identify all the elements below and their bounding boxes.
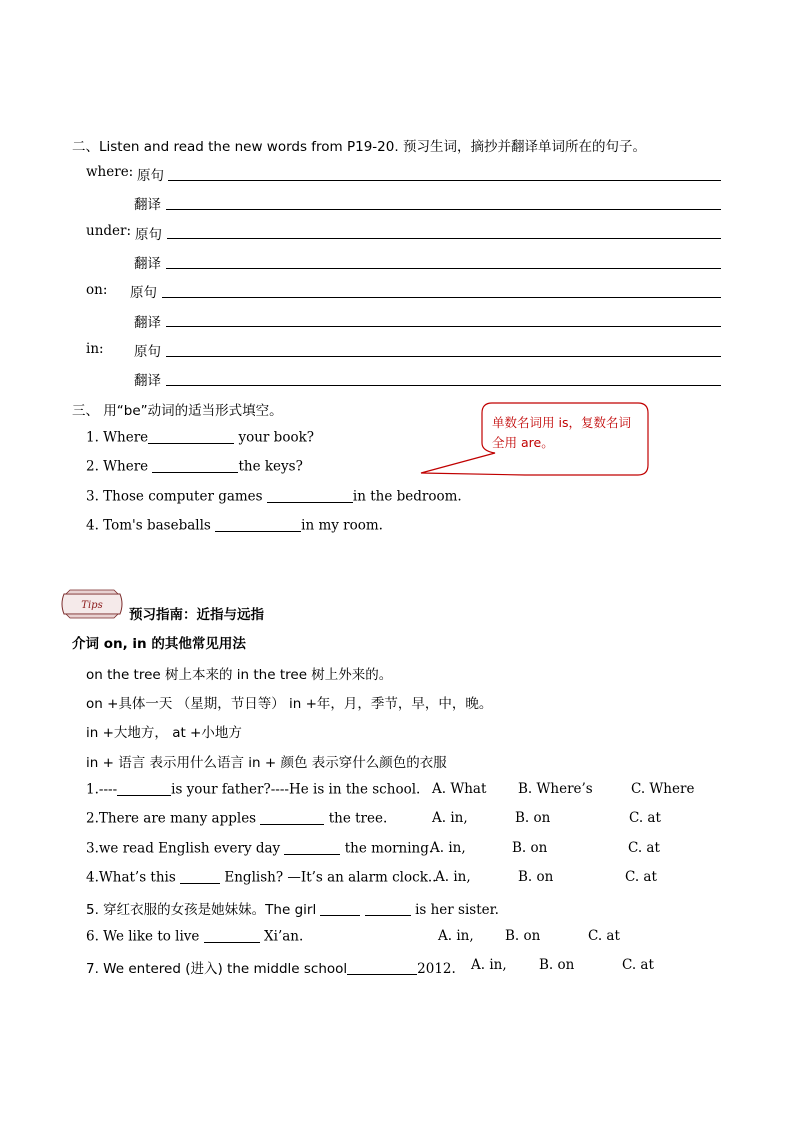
answer-blank[interactable] bbox=[365, 902, 411, 917]
option-c[interactable]: C. at bbox=[628, 840, 660, 856]
translation-blank-in[interactable] bbox=[166, 385, 721, 386]
answer-blank[interactable] bbox=[215, 517, 301, 532]
exercise-1: 1.---- is your father?----He is in the school. bbox=[86, 781, 421, 798]
tips-badge-icon bbox=[60, 586, 124, 622]
translation-blank-where[interactable] bbox=[166, 209, 721, 210]
translation-label: 翻译 bbox=[134, 256, 161, 272]
section2-heading: 二、Listen and read the new words from P19-20. 预习生词，摘抄并翻译单词所在的句子。 bbox=[72, 139, 646, 155]
section3-heading: 三、 用“be”动词的适当形式填空。 bbox=[72, 403, 283, 419]
tips-title: 预习指南：近指与远指 bbox=[129, 607, 264, 623]
answer-blank[interactable] bbox=[117, 781, 171, 796]
word-where-label: where: bbox=[86, 164, 134, 180]
answer-blank[interactable] bbox=[204, 928, 260, 943]
option-b[interactable]: B. on bbox=[515, 810, 551, 826]
original-label: 原句 bbox=[134, 344, 161, 360]
word-on-label: on: bbox=[86, 282, 108, 298]
exercise-7: 7. We entered (进入) the middle school 2012. bbox=[86, 961, 456, 977]
option-a[interactable]: A. in, bbox=[430, 840, 466, 856]
answer-blank[interactable] bbox=[152, 458, 238, 473]
fill-question-2: 2. Where the keys? bbox=[86, 458, 303, 475]
exercise-3: 3.we read English every day the morning. bbox=[86, 840, 434, 857]
translation-label: 翻译 bbox=[134, 373, 161, 389]
tips-badge-text: Tips bbox=[81, 600, 103, 611]
translation-blank-on[interactable] bbox=[166, 326, 721, 327]
answer-blank[interactable] bbox=[267, 488, 353, 503]
option-c[interactable]: C. Where bbox=[631, 781, 695, 797]
fill-question-3: 3. Those computer games in the bedroom. bbox=[86, 488, 462, 505]
original-blank-under[interactable] bbox=[167, 238, 721, 239]
tips-note: on the tree 树上本来的 in the tree 树上外来的。 bbox=[86, 667, 393, 683]
fill-question-4: 4. Tom's baseballs in my room. bbox=[86, 517, 383, 534]
word-under-label: under: bbox=[86, 223, 132, 239]
option-b[interactable]: B. on bbox=[539, 957, 575, 973]
option-c[interactable]: C. at bbox=[622, 957, 654, 973]
option-a[interactable]: A. in, bbox=[438, 928, 474, 944]
tips-note: in + 语言 表示用什么语言 in + 颜色 表示穿什么颜色的衣服 bbox=[86, 755, 447, 771]
option-b[interactable]: B. Where’s bbox=[518, 781, 593, 797]
exercise-2: 2.There are many apples the tree. bbox=[86, 810, 388, 827]
callout-text: 单数名词用 is，复数名词全用 are。 bbox=[492, 415, 631, 450]
option-a[interactable]: A. in, bbox=[471, 957, 507, 973]
answer-blank[interactable] bbox=[347, 961, 417, 976]
original-label: 原句 bbox=[130, 285, 157, 301]
word-in-label: in: bbox=[86, 341, 104, 357]
original-blank-in[interactable] bbox=[166, 356, 721, 357]
exercise-5: 5. 穿红衣服的女孩是她妹妹。The girl is her sister. bbox=[86, 902, 499, 918]
option-a[interactable]: A. in, bbox=[435, 869, 471, 885]
translation-label: 翻译 bbox=[134, 315, 161, 331]
option-c[interactable]: C. at bbox=[625, 869, 657, 885]
exercise-6: 6. We like to live Xi’an. bbox=[86, 928, 304, 945]
option-c[interactable]: C. at bbox=[629, 810, 661, 826]
answer-blank[interactable] bbox=[320, 902, 360, 917]
answer-blank[interactable] bbox=[148, 429, 234, 444]
exercise-4: 4.What’s this English? —It’s an alarm clock.. bbox=[86, 869, 437, 886]
option-b[interactable]: B. on bbox=[505, 928, 541, 944]
original-blank-where[interactable] bbox=[168, 180, 721, 181]
tips-note: in +大地方， at +小地方 bbox=[86, 725, 242, 741]
option-b[interactable]: B. on bbox=[512, 840, 548, 856]
answer-blank[interactable] bbox=[180, 869, 220, 884]
option-a[interactable]: A. What bbox=[432, 781, 487, 797]
option-b[interactable]: B. on bbox=[518, 869, 554, 885]
option-a[interactable]: A. in, bbox=[432, 810, 468, 826]
tips-note: on +具体一天 （星期，节日等） in +年，月，季节，早，中，晚。 bbox=[86, 696, 493, 712]
translation-label: 翻译 bbox=[134, 197, 161, 213]
answer-blank[interactable] bbox=[260, 810, 324, 825]
original-blank-on[interactable] bbox=[162, 297, 721, 298]
option-c[interactable]: C. at bbox=[588, 928, 620, 944]
tips-subtitle: 介词 on, in 的其他常见用法 bbox=[72, 636, 246, 652]
original-label: 原句 bbox=[135, 227, 162, 243]
original-label: 原句 bbox=[137, 168, 164, 184]
fill-question-1: 1. Where your book? bbox=[86, 429, 314, 446]
translation-blank-under[interactable] bbox=[166, 268, 721, 269]
answer-blank[interactable] bbox=[284, 840, 340, 855]
